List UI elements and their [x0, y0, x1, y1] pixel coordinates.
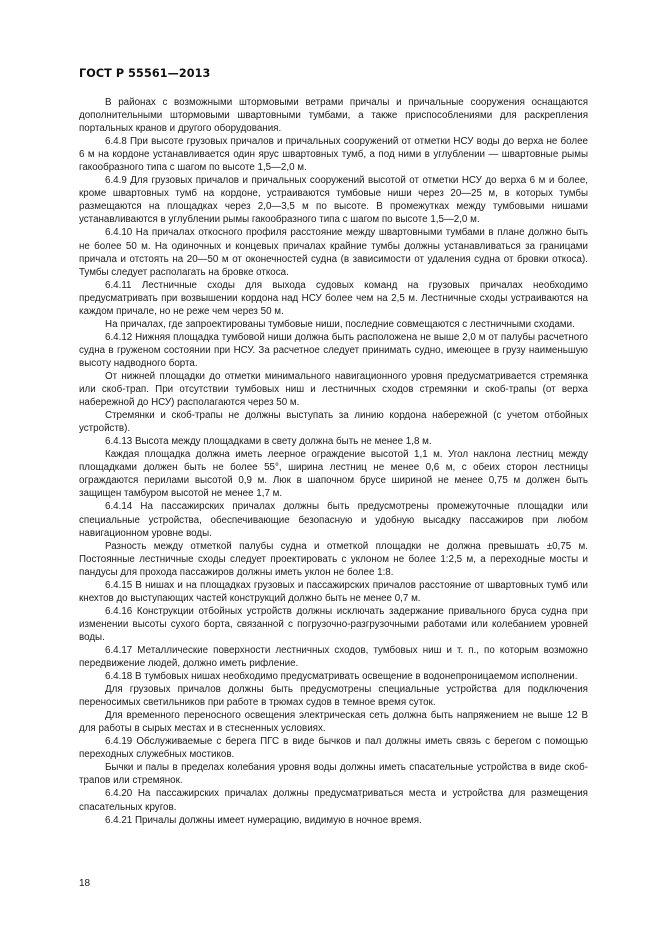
paragraph: 6.4.15 В нишах и на площадках грузовых и пассажирских причалов расстояние от швартовных тумб или кнехтов до выступающих частей конструкций должно быть не менее 0,7 м. — [79, 579, 588, 604]
paragraph: От нижней площадки до отметки минимального навигационного уровня предусматривается стремянка или скоб-трап. При отсутствии тумбовых ниш и лестничных сходов стремянки и скоб-трапы (от верха набережной до НСУ) располагаются через 50 м. — [79, 370, 588, 409]
page-number: 18 — [79, 878, 91, 889]
paragraph: 6.4.11 Лестничные сходы для выхода судовых команд на грузовых причалах необходимо предусматривать при возвышении кордона над НСУ более чем на 2,5 м. Лестничные сходы устраиваются на каждом причале, но не реже чем через 50 м. — [79, 279, 588, 317]
paragraph: 6.4.10 На причалах откосного профиля расстояние между швартовными тумбами в плане должно быть не более 50 м. На одиночных и концевых причалах крайние тумбы должны устанавливаться за границами причала и отстоять на 20—50 м от оконечностей судна (в зависимости от удаления судна от бровки откоса). Тумбы следует располагать на бровке откоса. — [79, 227, 588, 278]
standard-header: ГОСТ Р 55561—2013 — [79, 67, 211, 80]
paragraph: 6.4.13 Высота между площадками в свету должна быть не менее 1,8 м. — [105, 436, 432, 448]
paragraph: На причалах, где запроектированы тумбовые ниши, последние совмещаются с лестничными сходами. — [105, 318, 575, 330]
paragraph: 6.4.16 Конструкции отбойных устройств должны исключать задержание привального бруса судна при изменении высоты сухого борта, связанной с погрузочно-разгрузочными работами или колебанием уровней воды. — [79, 605, 588, 643]
paragraph: Каждая площадка должна иметь леерное ограждение высотой 1,1 м. Угол наклона лестниц между площадками должен быть не более 55°, ширина лестниц не менее 0,6 м, с обеих сторон лестницы ограждаются перилами высотой 0,9 м. Люк в шапочном брусе шириной не менее 0,75 м должен быть защищен тамбуром высотой не менее 1,7 м. — [79, 449, 588, 500]
paragraph: 6.4.14 На пассажирских причалах должны быть предусмотрены промежуточные площадки или специальные устройства, обеспечивающие безопасную и удобную высадку пассажиров при любом навигационном уровне воды. — [79, 501, 588, 539]
paragraph: 6.4.19 Обслуживаемые с берега ПГС в виде бычков и пал должны иметь связь с берегом с помощью переходных служебных мостиков. — [79, 736, 588, 761]
paragraph: Стремянки и скоб-трапы не должны выступать за линию кордона набережной (с учетом отбойных устройств). — [79, 410, 588, 435]
paragraph: В районах с возможными штормовыми ветрами причалы и причальные сооружения оснащаются дополнительными штормовыми швартовными тумбами, а также приспособлениями для раскрепления портальных кранов и другого оборудования. — [79, 97, 588, 135]
paragraph: Бычки и палы в пределах колебания уровня воды должны иметь спасательные устройства в виде скоб-трапов или стремянок. — [79, 762, 588, 787]
paragraph: 6.4.21 Причалы должны имеет нумерацию, видимую в ночное время. — [105, 814, 422, 826]
paragraph: Разность между отметкой палубы судна и отметкой площадки не должна превышать ±0,75 м. Постоянные лестничные сходы следует проектировать с уклоном не более 1:2,5 м, а переходные мосты и пандусы для прохода пассажиров должны иметь уклон не более 1:8. — [79, 540, 588, 578]
body-text — [79, 96, 588, 827]
paragraph: 6.4.17 Металлические поверхности лестничных сходов, тумбовых ниш и т. п., по которым возможно передвижение людей, должно иметь рифление. — [79, 644, 588, 670]
paragraph: 6.4.8 При высоте грузовых причалов и причальных сооружений от отметки НСУ воды до верха не более 6 м на кордоне устанавливается один ярус швартовных тумб, а под ними в углублении — швартовные рымы гакообразного типа с шагом по высоте 1,5—2,0 м. — [79, 136, 588, 174]
paragraph: Для временного переносного освещения электрическая сеть должна быть напряжением не выше 12 В для работы в сырых местах и в стесненных условиях. — [79, 710, 588, 735]
paragraph: 6.4.18 В тумбовых нишах необходимо предусматривать освещение в водонепроницаемом исполнении. — [105, 671, 578, 683]
paragraph: Для грузовых причалов должны быть предусмотрены специальные устройства для подключения переносимых светильников при работе в трюмах судов в темное время суток. — [79, 684, 588, 709]
paragraph: 6.4.9 Для грузовых причалов и причальных сооружений высотой от отметки НСУ до верха 6 м и более, кроме швартовных тумб на кордоне, устраиваются тумбовые ниши через 20—25 м, в которых тумбы размещаются на площадках через 2,0—3,5 м по высоте. В промежутках между тумбовыми нишами устанавливаются в углублении рымы гакообразного типа с шагом по высоте 1,5—2,0 м. — [79, 175, 588, 226]
paragraph: 6.4.12 Нижняя площадка тумбовой ниши должна быть расположена не выше 2,0 м от палубы расчетного судна в груженом состоянии при НСУ. За расчетное следует принимать судно, имеющее в грузу наименьшую высоту надводного борта. — [79, 331, 588, 369]
paragraph: 6.4.20 На пассажирских причалах должны предусматриваться места и устройства для размещения спасательных кругов. — [79, 788, 588, 813]
